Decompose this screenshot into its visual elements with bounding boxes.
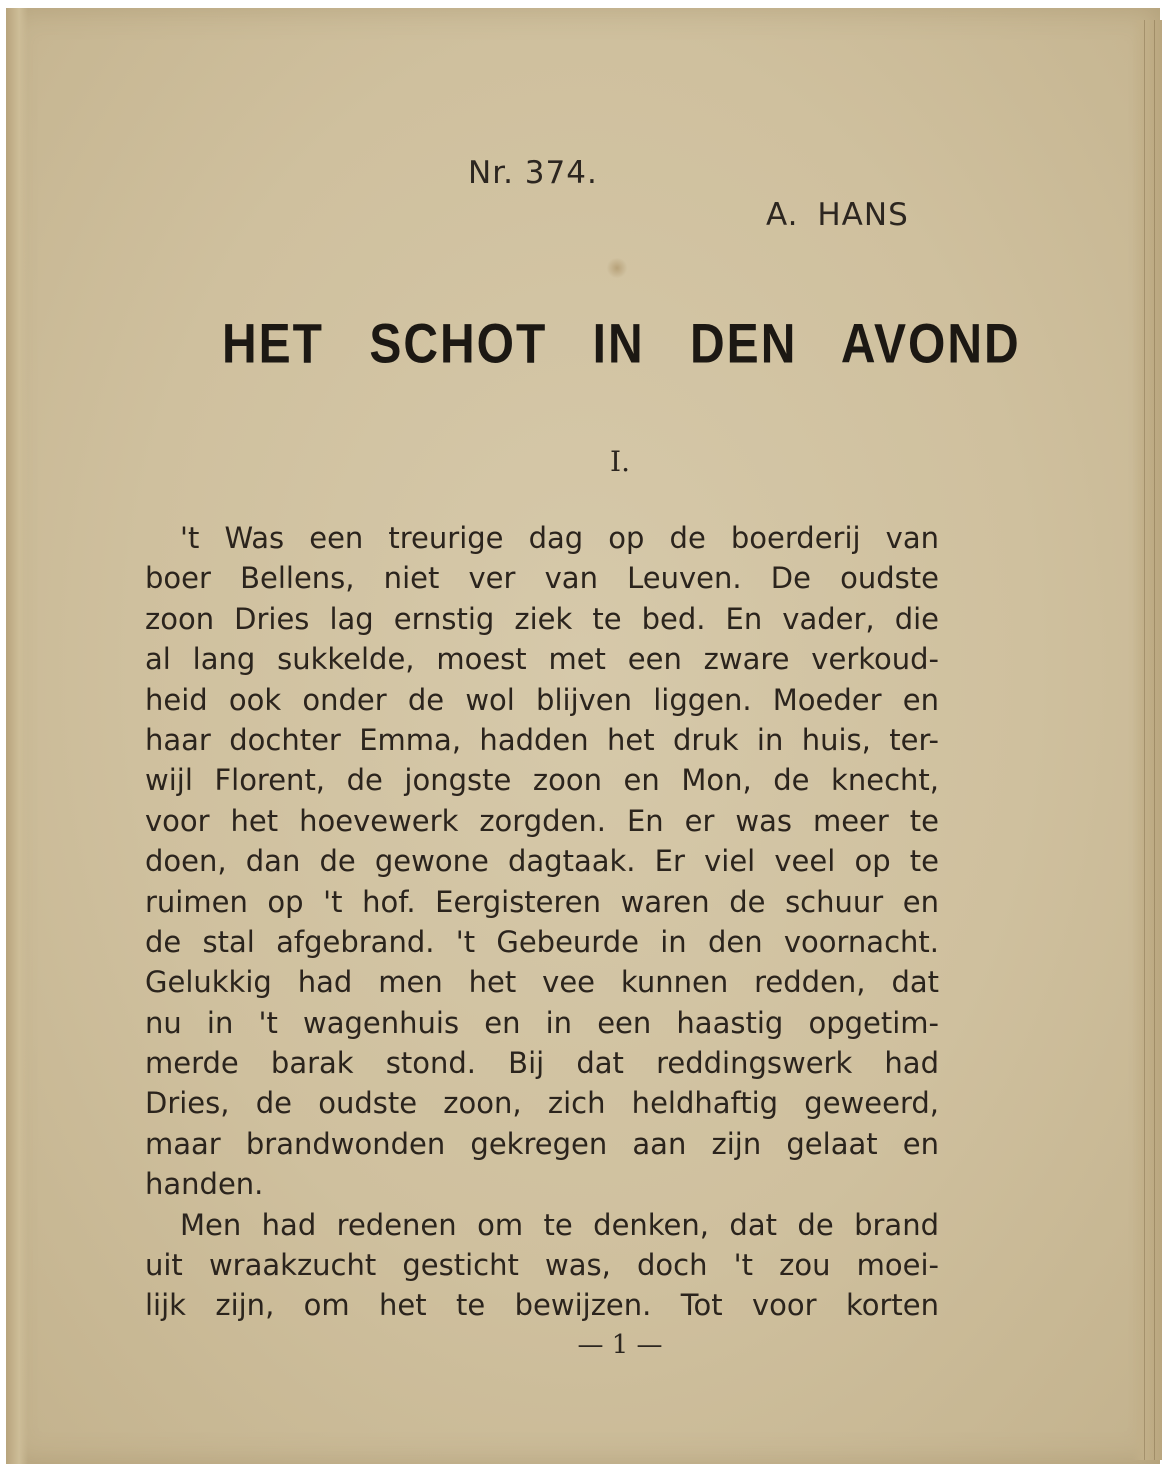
text-line: haar dochter Emma, hadden het druk in huis, ter- <box>145 722 939 757</box>
text-line: heid ook onder de wol blijven liggen. Moeder en <box>145 682 939 717</box>
text-line: Dries, de oudste zoon, zich heldhaftig geweerd, <box>145 1086 939 1121</box>
text-line: boer Bellens, niet ver van Leuven. De oudste <box>145 561 939 596</box>
body-text <box>145 518 939 1326</box>
paper-stain <box>606 258 628 278</box>
paragraph-2 <box>145 1205 939 1326</box>
paragraph-1 <box>145 518 939 1205</box>
issue-number: Nr. 374. <box>468 155 598 191</box>
text-line: wijl Florent, de jongste zoon en Mon, de knecht, <box>145 763 939 798</box>
text-line: ruimen op 't hof. Eergisteren waren de schuur en <box>145 884 939 919</box>
chapter-number: I. <box>610 445 630 478</box>
text-line: al lang sukkelde, moest met een zware verkoud- <box>145 642 939 677</box>
text-line: nu in 't wagenhuis en in een haastig opgetim- <box>145 1005 939 1040</box>
page-stack-edge <box>1132 20 1162 1460</box>
text-line: Gelukkig had men het vee kunnen redden, dat <box>145 965 939 1000</box>
text-line: doen, dan de gewone dagtaak. Er viel veel op te <box>145 844 939 879</box>
text-line: Men had redenen om te denken, dat de brand <box>180 1207 939 1242</box>
text-line: de stal afgebrand. 't Gebeurde in den voornacht. <box>145 924 939 959</box>
text-line: maar brandwonden gekregen aan zijn gelaat en <box>145 1126 939 1161</box>
binding-edge <box>6 8 28 1464</box>
text-line: merde barak stond. Bij dat reddingswerk had <box>145 1046 939 1081</box>
text-line: zoon Dries lag ernstig ziek te bed. En vader, die <box>145 601 939 636</box>
page-number: — 1 — <box>577 1330 663 1360</box>
story-title: HET SCHOT IN DEN AVOND <box>222 314 1021 376</box>
author-name: A. HANS <box>766 197 909 233</box>
text-line: lijk zijn, om het te bewijzen. Tot voor korten <box>145 1288 939 1323</box>
text-line: voor het hoevewerk zorgden. En er was meer te <box>145 803 939 838</box>
text-line: 't Was een treurige dag op de boerderij van <box>180 521 939 555</box>
text-line: uit wraakzucht gesticht was, doch 't zou moei- <box>145 1248 939 1283</box>
text-line: handen. <box>145 1167 264 1202</box>
